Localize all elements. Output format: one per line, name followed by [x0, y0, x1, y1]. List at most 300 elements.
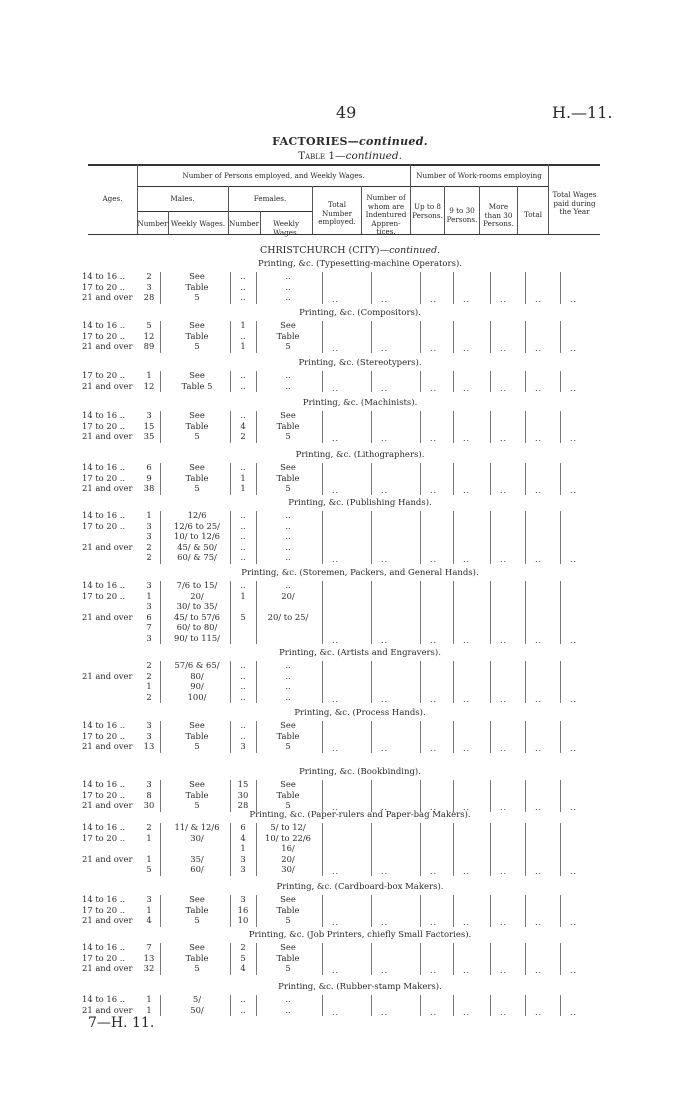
row-male-wages: See	[189, 320, 205, 330]
row-female-wages: ..	[285, 681, 291, 691]
header-male-number: Number	[137, 219, 168, 228]
row-female-wages: ..	[285, 660, 291, 670]
row-female-number: 10	[237, 915, 249, 925]
empty-cell-leader: ..	[463, 555, 471, 564]
row-age: 17 to 20 ..	[82, 330, 126, 341]
column-divider	[490, 721, 491, 753]
empty-cell-leader: ..	[570, 867, 578, 876]
column-divider	[371, 321, 372, 353]
header-male-wages: Weekly Wages.	[170, 219, 226, 228]
row-male-number: 2	[146, 660, 152, 670]
empty-cell-leader: ..	[332, 803, 340, 812]
row-female-number: 30	[237, 789, 249, 800]
row-female-wages: See	[280, 320, 296, 330]
column-divider	[453, 943, 454, 975]
empty-cell-leader: ..	[381, 383, 389, 393]
empty-cell-leader: ..	[500, 1007, 508, 1017]
row-age: 14 to 16 ..	[82, 994, 126, 1004]
empty-cell-leader: ..	[430, 744, 438, 753]
column-divider	[160, 411, 161, 443]
column-divider	[560, 581, 561, 644]
empty-cell-leader: ..	[500, 555, 508, 564]
column-divider	[256, 721, 257, 753]
row-male-wages: 10/ to 12/6	[173, 531, 221, 541]
column-divider	[256, 463, 257, 495]
row-male-wages: 12/6	[187, 510, 207, 520]
row-age: 21 and over	[82, 380, 133, 391]
empty-cell-leader: ..	[500, 966, 508, 975]
row-female-wages: 5	[285, 341, 291, 351]
row-age: 14 to 16 ..	[82, 510, 126, 520]
column-divider	[525, 581, 526, 644]
row-female-wages: ..	[285, 520, 291, 531]
empty-cell-leader: ..	[570, 966, 578, 975]
section-title: Printing, &c. (Lithographers).	[295, 450, 425, 460]
column-divider	[230, 943, 231, 975]
column-divider	[525, 371, 526, 392]
row-age: 21 and over	[82, 341, 133, 351]
row-female-number: 15	[237, 779, 249, 789]
row-male-wages: 60/ to 80/	[176, 622, 218, 632]
row-male-number: 1	[146, 832, 152, 843]
column-divider	[322, 661, 323, 703]
column-divider	[160, 511, 161, 564]
row-male-number: 30	[143, 800, 155, 810]
empty-cell-leader: ..	[381, 486, 389, 495]
row-age: 17 to 20 ..	[82, 789, 126, 800]
row-female-wages: ..	[285, 670, 291, 681]
row-male-wages: 5	[194, 741, 200, 751]
column-divider	[525, 780, 526, 812]
column-divider	[420, 411, 421, 443]
empty-cell-leader: ..	[535, 486, 543, 495]
empty-cell-leader: ..	[535, 966, 543, 975]
empty-cell-leader: ..	[332, 744, 340, 753]
empty-cell-leader: ..	[332, 635, 340, 645]
column-divider	[453, 272, 454, 304]
empty-cell-leader: ..	[463, 486, 471, 495]
empty-cell-leader: ..	[500, 344, 508, 353]
row-age: 21 and over	[82, 853, 133, 864]
row-female-wages: ..	[285, 1004, 291, 1015]
empty-cell-leader: ..	[381, 966, 389, 975]
empty-cell-leader: ..	[332, 344, 340, 353]
row-female-number: 4	[240, 420, 246, 431]
empty-cell-leader: ..	[570, 295, 578, 304]
row-male-wages: 35/	[190, 853, 204, 864]
heading-title-cont: continued.	[359, 135, 428, 148]
empty-cell-leader: ..	[570, 635, 578, 645]
row-male-wages: 5	[194, 915, 200, 925]
empty-cell-leader: ..	[463, 344, 471, 353]
row-female-wages: See	[280, 462, 296, 472]
column-divider	[322, 581, 323, 644]
empty-cell-leader: ..	[381, 918, 389, 927]
column-divider	[230, 411, 231, 443]
column-divider	[371, 272, 372, 304]
row-female-wages: ..	[285, 531, 291, 541]
empty-cell-leader: ..	[570, 344, 578, 353]
empty-cell-leader: ..	[381, 867, 389, 876]
row-male-number: 6	[146, 462, 152, 472]
empty-cell-leader: ..	[535, 744, 543, 753]
section-title: Printing, &c. (Storemen, Packers, and General Hands).	[241, 568, 479, 578]
column-divider	[453, 780, 454, 812]
column-divider	[560, 943, 561, 975]
header-9-to-30: 9 to 30 Persons.	[446, 206, 478, 224]
row-female-wages: ..	[285, 552, 291, 562]
column-divider	[560, 411, 561, 443]
row-male-number: 3	[146, 632, 152, 643]
empty-cell-leader: ..	[500, 383, 508, 393]
row-male-number: 38	[143, 483, 155, 493]
row-male-wages: 45/ to 57/6	[173, 611, 221, 622]
column-divider	[371, 371, 372, 392]
row-female-number: ..	[240, 462, 246, 472]
row-male-number: 2	[146, 670, 152, 681]
row-male-wages: 11/ & 12/6	[174, 822, 220, 832]
row-female-wages: 10/ to 22/6	[264, 832, 312, 843]
row-male-wages: See	[189, 462, 205, 472]
column-divider	[420, 581, 421, 644]
row-male-wages: See	[189, 410, 205, 420]
column-divider	[256, 943, 257, 975]
column-divider	[525, 895, 526, 927]
empty-cell-leader: ..	[332, 1007, 340, 1017]
empty-cell-leader: ..	[332, 486, 340, 495]
row-male-number: 13	[143, 952, 155, 963]
row-male-number: 35	[143, 431, 155, 441]
empty-cell-leader: ..	[381, 744, 389, 753]
row-male-wages: 7/6 to 15/	[176, 580, 218, 590]
column-divider	[560, 780, 561, 812]
empty-cell-leader: ..	[463, 966, 471, 975]
column-divider	[322, 511, 323, 564]
row-male-number: 12	[143, 330, 155, 341]
column-divider	[525, 411, 526, 443]
row-male-number: 9	[146, 472, 152, 483]
row-female-wages: 20/ to 25/	[267, 611, 309, 622]
column-divider	[525, 823, 526, 876]
column-divider	[371, 721, 372, 753]
row-female-wages: Table	[276, 330, 300, 341]
row-age: 21 and over	[82, 1004, 133, 1015]
empty-cell-leader: ..	[535, 694, 543, 704]
section-title: Printing, &c. (Publishing Hands).	[288, 498, 432, 508]
row-female-number: ..	[240, 292, 246, 302]
column-divider	[230, 661, 231, 703]
row-male-number: 8	[146, 789, 152, 800]
row-female-wages: Table	[276, 789, 300, 800]
empty-cell-leader: ..	[535, 555, 543, 564]
row-female-wages: 20/	[281, 853, 295, 864]
empty-cell-leader: ..	[381, 635, 389, 645]
empty-cell-leader: ..	[535, 803, 543, 812]
column-divider	[490, 823, 491, 876]
column-divider	[160, 721, 161, 753]
empty-cell-leader: ..	[463, 803, 471, 812]
column-divider	[322, 721, 323, 753]
row-male-wages: 50/	[190, 1004, 204, 1015]
row-female-number: ..	[240, 580, 246, 590]
column-divider	[525, 661, 526, 703]
column-divider	[525, 995, 526, 1016]
column-divider	[490, 411, 491, 443]
row-female-number: 3	[240, 853, 246, 864]
row-female-number: 1	[240, 320, 246, 330]
row-male-wages: 60/ & 75/	[177, 552, 217, 562]
column-divider	[420, 943, 421, 975]
empty-cell-leader: ..	[570, 383, 578, 393]
column-divider	[230, 463, 231, 495]
header-sub-rule	[137, 211, 312, 212]
row-female-number: 16	[237, 904, 249, 915]
row-female-number: ..	[240, 330, 246, 341]
header-total: Total	[523, 210, 543, 219]
column-divider	[322, 411, 323, 443]
row-age: 17 to 20 ..	[82, 281, 126, 292]
section-title: Printing, &c. (Typesetting-machine Operators).	[258, 259, 462, 269]
row-male-wages: 20/	[190, 590, 204, 601]
row-male-wages: Table	[185, 789, 209, 800]
row-male-wages: See	[189, 894, 205, 904]
column-divider	[453, 581, 454, 644]
row-age: 14 to 16 ..	[82, 410, 126, 420]
row-female-number: ..	[240, 510, 246, 520]
empty-cell-leader: ..	[500, 744, 508, 753]
row-male-number: 1	[146, 853, 152, 864]
row-male-number: 89	[143, 341, 155, 351]
column-divider	[560, 661, 561, 703]
row-female-wages: 5	[285, 483, 291, 493]
column-divider	[256, 272, 257, 304]
section-title: Printing, &c. (Bookbinding).	[299, 767, 421, 777]
row-female-number: 4	[240, 963, 246, 973]
empty-cell-leader: ..	[381, 1007, 389, 1017]
column-divider	[160, 943, 161, 975]
column-divider	[453, 463, 454, 495]
column-divider	[490, 321, 491, 353]
row-female-wages: 5	[285, 800, 291, 810]
row-male-number: 1	[146, 681, 152, 691]
row-female-wages: Table	[276, 952, 300, 963]
column-divider	[160, 321, 161, 353]
row-male-wages: 5/	[192, 994, 202, 1004]
header-bottom-rule	[88, 234, 600, 235]
row-female-number: ..	[240, 410, 246, 420]
column-divider	[230, 895, 231, 927]
row-male-number: 13	[143, 741, 155, 751]
column-divider	[420, 463, 421, 495]
empty-cell-leader: ..	[463, 434, 471, 443]
column-divider	[160, 995, 161, 1016]
row-female-wages: ..	[285, 281, 291, 292]
column-divider	[420, 272, 421, 304]
row-male-wages: 90/ to 115/	[173, 632, 221, 643]
row-female-number: 1	[240, 341, 246, 351]
row-male-number: 6	[146, 611, 152, 622]
column-divider	[322, 943, 323, 975]
row-age: 21 and over	[82, 541, 133, 552]
section-title: Printing, &c. (Job Printers, chiefly Small Factories).	[248, 930, 472, 940]
column-divider	[420, 371, 421, 392]
header-female-wages: Weekly Wages.	[272, 219, 300, 237]
column-divider	[420, 511, 421, 564]
column-divider	[453, 321, 454, 353]
empty-cell-leader: ..	[430, 383, 438, 393]
row-female-number: 28	[237, 800, 249, 810]
row-male-wages: Table	[185, 904, 209, 915]
empty-cell-leader: ..	[535, 867, 543, 876]
row-male-number: 1	[146, 1004, 152, 1015]
column-divider	[453, 371, 454, 392]
row-female-number: 3	[240, 864, 246, 874]
column-divider	[420, 721, 421, 753]
row-female-number: 4	[240, 832, 246, 843]
row-age: 14 to 16 ..	[82, 894, 126, 904]
row-male-number: 1	[146, 590, 152, 601]
row-age: 14 to 16 ..	[82, 942, 126, 952]
column-divider	[230, 371, 231, 392]
row-age: 14 to 16 ..	[82, 580, 126, 590]
column-divider	[256, 581, 257, 644]
row-female-wages: ..	[285, 370, 291, 380]
row-male-wages: See	[189, 271, 205, 281]
header-ages: Ages.	[102, 194, 123, 203]
row-male-wages: 5	[194, 292, 200, 302]
row-male-number: 1	[146, 510, 152, 520]
column-divider	[371, 411, 372, 443]
column-divider	[371, 995, 372, 1016]
row-female-wages: See	[280, 894, 296, 904]
column-divider	[322, 371, 323, 392]
column-divider	[256, 321, 257, 353]
row-male-wages: 5	[194, 341, 200, 351]
empty-cell-leader: ..	[332, 555, 340, 564]
header-group-persons: Number of Persons employed, and Weekly Wages.	[182, 171, 365, 180]
empty-cell-leader: ..	[570, 555, 578, 564]
row-female-wages: ..	[285, 580, 291, 590]
row-female-number: ..	[240, 681, 246, 691]
column-divider	[453, 995, 454, 1016]
column-divider	[420, 823, 421, 876]
row-female-wages: 20/	[281, 590, 295, 601]
empty-cell-leader: ..	[332, 295, 340, 304]
row-age: 17 to 20 ..	[82, 472, 126, 483]
empty-cell-leader: ..	[430, 694, 438, 704]
column-divider	[256, 780, 257, 812]
column-divider	[256, 895, 257, 927]
empty-cell-leader: ..	[500, 803, 508, 812]
empty-cell-leader: ..	[381, 803, 389, 812]
row-age: 14 to 16 ..	[82, 822, 126, 832]
row-male-number: 5	[146, 864, 152, 874]
row-female-wages: ..	[285, 380, 291, 391]
empty-cell-leader: ..	[463, 867, 471, 876]
empty-cell-leader: ..	[430, 1007, 438, 1017]
empty-cell-leader: ..	[381, 344, 389, 353]
row-male-number: 2	[146, 541, 152, 552]
empty-cell-leader: ..	[332, 918, 340, 927]
row-male-number: 7	[146, 622, 152, 632]
column-divider	[230, 581, 231, 644]
header-indentured: Number of whom are Indentured Appren-tices.	[365, 193, 407, 236]
row-male-number: 28	[143, 292, 155, 302]
page-reference: H.—11.	[552, 103, 613, 122]
section-title: Printing, &c. (Process Hands).	[294, 708, 426, 718]
row-female-wages: ..	[285, 510, 291, 520]
page-footer-signature: 7—H. 11.	[88, 1015, 155, 1031]
empty-cell-leader: ..	[500, 486, 508, 495]
empty-cell-leader: ..	[430, 295, 438, 304]
empty-cell-leader: ..	[570, 744, 578, 753]
column-divider	[230, 511, 231, 564]
table-heading	[0, 135, 700, 148]
row-male-wages: See	[189, 370, 205, 380]
empty-cell-leader: ..	[430, 867, 438, 876]
column-divider	[525, 943, 526, 975]
column-divider	[560, 272, 561, 304]
row-age: 17 to 20 ..	[82, 520, 126, 531]
row-male-number: 3	[146, 520, 152, 531]
header-up-to-8: Up to 8 Persons.	[412, 202, 443, 220]
empty-cell-leader: ..	[430, 966, 438, 975]
row-male-number: 2	[146, 822, 152, 832]
column-divider	[322, 995, 323, 1016]
row-male-wages: 90/	[190, 681, 204, 691]
column-divider	[525, 463, 526, 495]
column-divider	[560, 511, 561, 564]
column-divider	[560, 721, 561, 753]
row-female-number: ..	[240, 380, 246, 391]
row-female-number: 2	[240, 431, 246, 441]
row-male-number: 1	[146, 904, 152, 915]
row-male-number: 1	[146, 370, 152, 380]
column-divider	[490, 943, 491, 975]
row-female-number: ..	[240, 281, 246, 292]
row-female-number: ..	[240, 720, 246, 730]
row-male-wages: Table	[185, 952, 209, 963]
empty-cell-leader: ..	[332, 694, 340, 704]
column-divider	[490, 661, 491, 703]
section-title: Printing, &c. (Rubber-stamp Makers).	[278, 982, 442, 992]
empty-cell-leader: ..	[332, 867, 340, 876]
column-divider	[160, 581, 161, 644]
column-divider	[490, 511, 491, 564]
column-divider	[322, 823, 323, 876]
column-divider	[490, 463, 491, 495]
column-divider	[420, 321, 421, 353]
row-female-number: 1	[240, 472, 246, 483]
column-divider	[525, 721, 526, 753]
row-female-wages: Table	[276, 420, 300, 431]
row-female-wages: See	[280, 410, 296, 420]
heading-title: FACTORIES—	[272, 135, 360, 148]
row-male-wages: Table	[185, 472, 209, 483]
column-divider	[322, 272, 323, 304]
row-male-number: 3	[146, 894, 152, 904]
column-divider	[256, 371, 257, 392]
empty-cell-leader: ..	[332, 434, 340, 443]
row-male-wages: 5	[194, 483, 200, 493]
row-male-number: 5	[146, 320, 152, 330]
empty-cell-leader: ..	[500, 295, 508, 304]
row-male-wages: 45/ & 50/	[177, 541, 217, 552]
row-male-wages: 5	[194, 431, 200, 441]
empty-cell-leader: ..	[570, 486, 578, 495]
header-total-wages: Total Wages paid during the Year	[552, 190, 597, 216]
row-female-number: ..	[240, 271, 246, 281]
